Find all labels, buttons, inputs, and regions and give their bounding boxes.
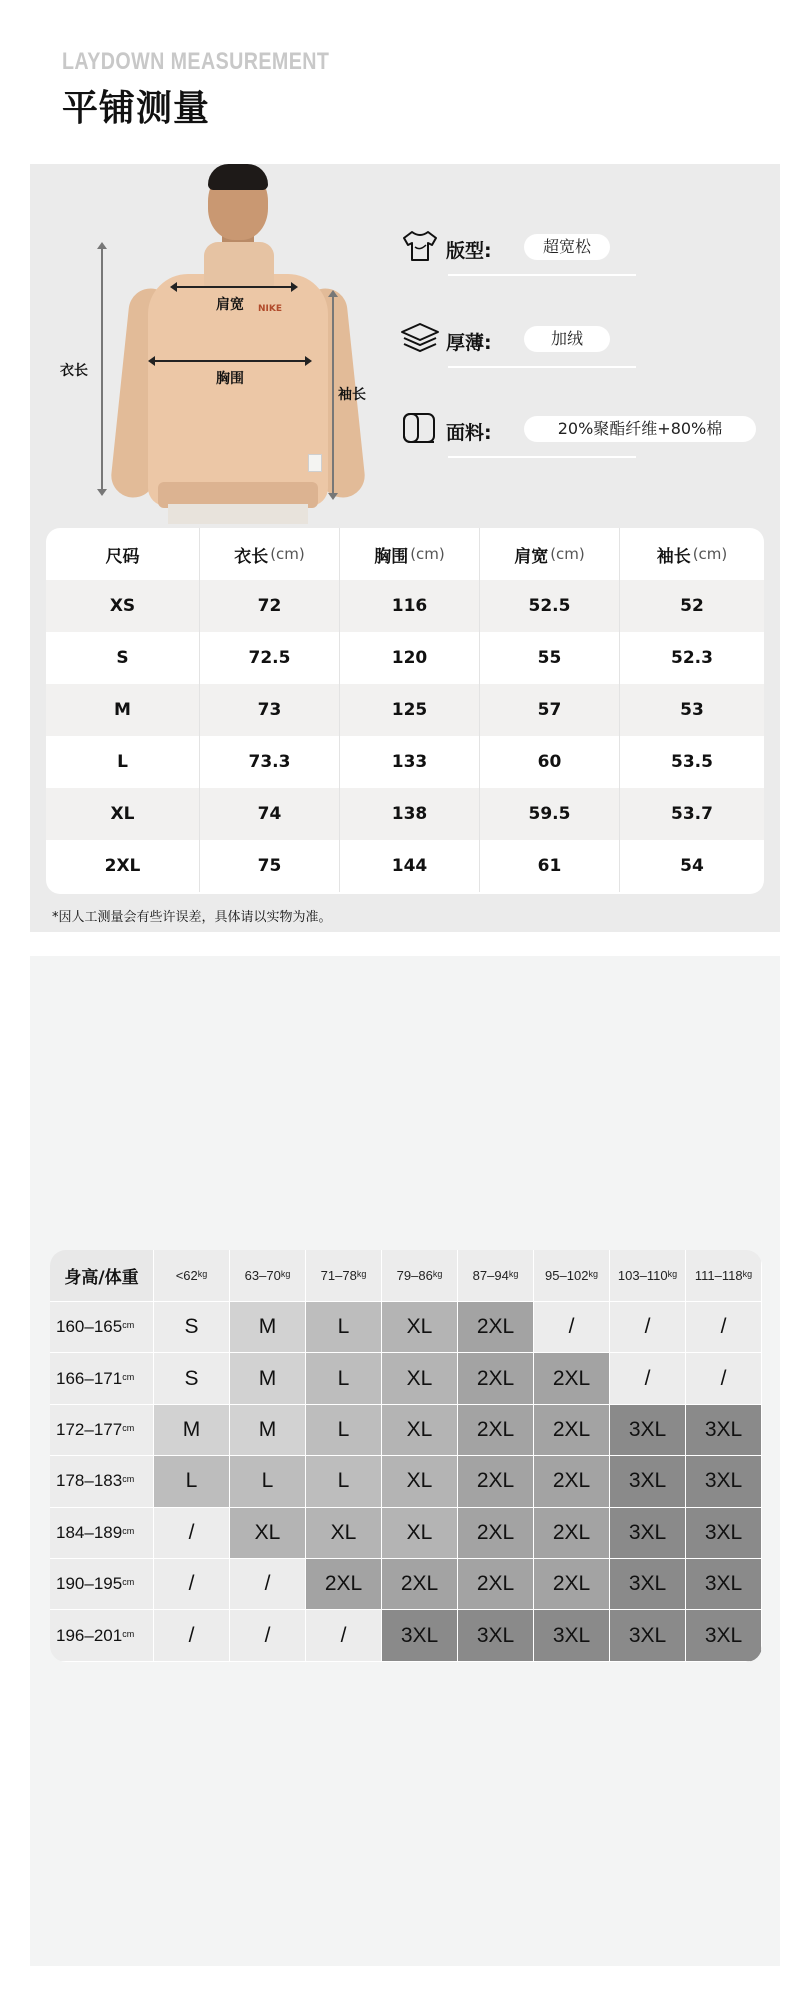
table-row [46, 580, 764, 632]
table-row [46, 632, 764, 684]
size-label-cell: L [46, 736, 200, 788]
size-recommend-cell: 3XL [610, 1456, 686, 1507]
height-unit: cm [122, 1422, 135, 1433]
measure-cell: 75 [200, 840, 340, 892]
tshirt-icon [400, 228, 440, 264]
size-recommend-cell: 3XL [686, 1405, 762, 1456]
weight-unit: kg [588, 1268, 598, 1279]
measure-cell: 59.5 [480, 788, 620, 840]
height-header: 190–195 $^{cm}$ [50, 1559, 154, 1610]
size-table-header-cell [480, 528, 620, 580]
chest-label: 胸围 [216, 371, 244, 387]
measure-cell: 72.5 [200, 632, 340, 684]
table-row [46, 788, 764, 840]
measure-cell: 53.7 [671, 804, 713, 824]
size-recommend-cell: 3XL [534, 1610, 610, 1661]
size-table [46, 528, 764, 894]
weight-header: 71–78 $^{kg}$ [306, 1250, 382, 1302]
size-recommend-cell: 2XL [458, 1302, 534, 1353]
table-row [46, 840, 764, 892]
measure-cell: 53 [680, 700, 704, 720]
height-header: 166–171 $^{cm}$ [50, 1353, 154, 1404]
measure-cell: 73.3 [200, 736, 340, 788]
size-recommend-cell: 2XL [534, 1559, 610, 1610]
length-label: 衣长 [60, 363, 88, 379]
height-header: 160–165 $^{cm}$ [50, 1302, 154, 1353]
measure-cell: 144 [340, 840, 480, 892]
attr-material-label: 面料: [446, 422, 492, 444]
weight-header: <62 $^{kg}$ [154, 1250, 230, 1302]
chest-arrow [150, 360, 310, 362]
size-label-cell: S [46, 632, 200, 684]
attr-material [400, 404, 760, 454]
header-unit: (cm) [550, 545, 585, 563]
fabric-roll-icon [400, 410, 440, 446]
measure-cell: 125 [340, 684, 480, 736]
size-recommend-cell: 2XL [382, 1559, 458, 1610]
measure-cell: 116 [340, 580, 480, 632]
layers-icon [400, 320, 440, 356]
measure-cell: 138 [340, 788, 480, 840]
header-label: 衣长 [234, 546, 269, 567]
measure-cell: 72 [200, 580, 340, 632]
size-recommend-cell: 2XL [534, 1456, 610, 1507]
attr-thickness [400, 314, 760, 364]
length-arrow [101, 244, 103, 494]
size-recommend-cell: 2XL [458, 1508, 534, 1559]
measure-cell: 52.5 [480, 580, 620, 632]
size-recommend-cell: XL [382, 1456, 458, 1507]
size-recommend-cell: / [610, 1353, 686, 1404]
height-header: 184–189 $^{cm}$ [50, 1508, 154, 1559]
weight-unit: kg [432, 1268, 443, 1279]
table-row [46, 684, 764, 736]
measure-cell: 73 [200, 684, 340, 736]
measure-cell: 133 [340, 736, 480, 788]
size-recommend-cell: / [306, 1610, 382, 1661]
shoulder-label: 肩宽 [216, 297, 244, 313]
size-recommend-cell: XL [382, 1353, 458, 1404]
height-unit: cm [122, 1628, 135, 1639]
measurement-note: *因人工测量会有些许误差，具体请以实物为准。 [52, 910, 332, 925]
measure-cell: 60 [480, 736, 620, 788]
size-recommend-cell: L [306, 1353, 382, 1404]
header-label: 肩宽 [514, 546, 549, 567]
size-recommend-cell: 2XL [458, 1405, 534, 1456]
size-recommend-cell: XL [382, 1302, 458, 1353]
size-recommend-cell: / [686, 1353, 762, 1404]
size-recommend-cell: 3XL [610, 1405, 686, 1456]
size-recommend-cell: L [154, 1456, 230, 1507]
measure-cell: 74 [200, 788, 340, 840]
size-recommend-cell: 3XL [458, 1610, 534, 1661]
size-recommend-cell: / [154, 1508, 230, 1559]
header-label: 胸围 [374, 546, 409, 567]
weight-header: 87–94 $^{kg}$ [458, 1250, 534, 1302]
size-recommend-cell: M [230, 1405, 306, 1456]
weight-header: 111–118 $^{kg}$ [686, 1250, 762, 1302]
weight-unit: kg [508, 1268, 519, 1279]
size-recommend-cell: / [154, 1559, 230, 1610]
size-recommend-cell: M [154, 1405, 230, 1456]
measure-cell: 61 [480, 840, 620, 892]
size-label-cell: XS [46, 580, 200, 632]
size-recommend-cell: L [306, 1302, 382, 1353]
size-label-cell: 2XL [46, 840, 200, 892]
brand-logo: NIKE [258, 304, 283, 314]
size-recommend-cell: 3XL [686, 1559, 762, 1610]
attr-material-value: 20%聚酯纤维+80%棉 [524, 416, 756, 442]
sleeve-arrow [332, 292, 334, 498]
measure-cell: 54 [680, 856, 704, 876]
measure-cell: 55 [480, 632, 620, 684]
weight-unit: kg [667, 1268, 678, 1279]
size-recommend-cell: 2XL [458, 1353, 534, 1404]
weight-header: 79–86 $^{kg}$ [382, 1250, 458, 1302]
size-recommend-cell: 2XL [306, 1559, 382, 1610]
size-recommend-cell: / [154, 1610, 230, 1661]
measure-cell: 53.5 [671, 752, 713, 772]
header-label: 尺码 [105, 546, 140, 567]
header-unit: (cm) [270, 545, 305, 563]
size-recommend-cell: L [230, 1456, 306, 1507]
measure-cell: 52.3 [671, 648, 713, 668]
header-unit: (cm) [692, 545, 728, 563]
weight-unit: kg [742, 1268, 753, 1279]
size-recommend-cell: 3XL [382, 1610, 458, 1661]
header-title-en: LAYDOWN MEASUREMENT [62, 48, 330, 75]
size-recommend-cell: 3XL [610, 1610, 686, 1661]
attr-fit-value: 超宽松 [524, 234, 610, 260]
size-table-header-cell [46, 528, 200, 580]
size-recommend-cell: 3XL [686, 1508, 762, 1559]
attr-fit [400, 222, 760, 272]
weight-header: 95–102 $^{kg}$ [534, 1250, 610, 1302]
size-label-cell: XL [46, 788, 200, 840]
height-header: 178–183 $^{cm}$ [50, 1456, 154, 1507]
grid-corner-label: 身高/体重 [50, 1250, 154, 1302]
size-recommend-cell: XL [382, 1508, 458, 1559]
height-unit: cm [122, 1525, 135, 1536]
size-recommend-cell: M [230, 1353, 306, 1404]
attr-thickness-label: 厚薄: [446, 332, 492, 354]
weight-header: 63–70 $^{kg}$ [230, 1250, 306, 1302]
height-unit: cm [122, 1371, 135, 1382]
size-recommend-cell: 2XL [458, 1456, 534, 1507]
attr-thickness-value: 加绒 [524, 326, 610, 352]
size-recommend-cell: S [154, 1302, 230, 1353]
size-recommend-cell: 2XL [458, 1559, 534, 1610]
size-recommend-cell: L [306, 1405, 382, 1456]
size-recommend-grid [50, 1250, 762, 1662]
header-label: 袖长 [656, 546, 691, 567]
size-recommend-cell: / [230, 1559, 306, 1610]
size-recommend-cell: 2XL [534, 1405, 610, 1456]
size-recommend-cell: / [230, 1610, 306, 1661]
attr-fit-label: 版型: [446, 240, 492, 262]
weight-header: 103–110 $^{kg}$ [610, 1250, 686, 1302]
height-unit: cm [122, 1474, 135, 1485]
header-title-cn: 平铺测量 [62, 88, 211, 129]
size-recommend-cell: / [534, 1302, 610, 1353]
size-recommend-cell: 3XL [610, 1559, 686, 1610]
measure-cell: 52 [680, 596, 704, 616]
size-recommend-cell: / [610, 1302, 686, 1353]
size-recommend-cell: M [230, 1302, 306, 1353]
measurement-section [30, 164, 780, 932]
size-recommend-cell: XL [382, 1405, 458, 1456]
size-recommend-cell: / [686, 1302, 762, 1353]
header-unit: (cm) [410, 545, 445, 563]
height-unit: cm [122, 1320, 135, 1331]
size-table-header-cell [340, 528, 480, 580]
model-figure [108, 164, 368, 524]
shoulder-arrow [172, 286, 296, 288]
size-recommend-cell: 2XL [534, 1508, 610, 1559]
size-recommend-cell: S [154, 1353, 230, 1404]
height-unit: cm [122, 1577, 135, 1588]
size-table-header [46, 528, 764, 580]
size-recommend-cell: XL [306, 1508, 382, 1559]
table-row [46, 736, 764, 788]
weight-unit: kg [280, 1268, 291, 1279]
size-recommend-cell: 3XL [610, 1508, 686, 1559]
size-recommend-cell: L [306, 1456, 382, 1507]
size-label-cell: M [46, 684, 200, 736]
size-recommend-cell: 3XL [686, 1456, 762, 1507]
height-header: 172–177 $^{cm}$ [50, 1405, 154, 1456]
height-header: 196–201 $^{cm}$ [50, 1610, 154, 1661]
size-recommend-cell: XL [230, 1508, 306, 1559]
sleeve-label: 袖长 [338, 387, 366, 403]
measure-cell: 57 [480, 684, 620, 736]
size-recommend-cell: 3XL [686, 1610, 762, 1661]
size-table-header-cell [200, 528, 340, 580]
size-recommend-cell: 2XL [534, 1353, 610, 1404]
measure-cell: 120 [340, 632, 480, 684]
weight-unit: kg [356, 1268, 367, 1279]
weight-unit: kg [197, 1268, 208, 1279]
size-table-header-cell [620, 528, 764, 580]
recommend-section [30, 956, 780, 1966]
